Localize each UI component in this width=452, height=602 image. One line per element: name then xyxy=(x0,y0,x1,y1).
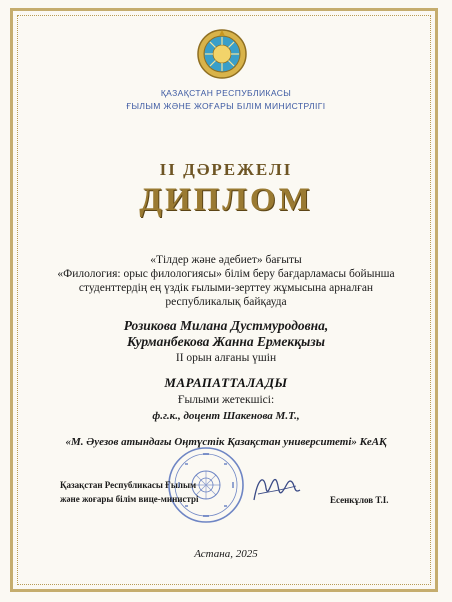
body-line-3: студенттердің ең үздік ғылыми-зерттеу жұмысына арналған xyxy=(78,282,374,294)
signatory-title-line-2: және жоғары білім вице-министрі xyxy=(60,494,199,504)
body-line-2: «Филология: орыс филологиясы» білім беру бағдарламасы бойынша xyxy=(57,268,395,280)
degree-label: II ДӘРЕЖЕЛІ xyxy=(159,160,293,179)
award-text: МАРАПАТТАЛАДЫ xyxy=(164,375,288,390)
diploma-title: ДИПЛОМ xyxy=(139,182,313,218)
place-text: II орын алғаны үшін xyxy=(175,352,277,364)
body-line-4: республикалық байқауда xyxy=(165,296,287,308)
ministry-line-1: ҚАЗАҚСТАН РЕСПУБЛИКАСЫ xyxy=(160,88,292,98)
university-name: «М. Әуезов атындағы Оңтүстік Қазақстан университеті» КеАҚ xyxy=(65,436,387,448)
signatory-title-line-1: Қазақстан Республикасы Ғылым xyxy=(60,480,197,490)
supervisor-name: ф.г.к., доцент Шакенова М.Т., xyxy=(152,410,300,422)
signatory-name: Есенкұлов Т.І. xyxy=(330,495,389,505)
supervisor-label: Ғылыми жетекшісі: xyxy=(177,394,275,406)
recipient-line-1: Розикова Милана Дустмуродовна, xyxy=(123,318,329,333)
recipient-line-2: Курманбекова Жанна Ермекқызы xyxy=(126,334,326,349)
signature-icon xyxy=(248,470,304,506)
body-line-1: «Тілдер және әдебиет» бағыты xyxy=(150,254,302,266)
city-year: Астана, 2025 xyxy=(194,548,258,560)
ministry-line-2: ҒЫЛЫМ ЖӘНЕ ЖОҒАРЫ БІЛІМ МИНИСТРЛІГІ xyxy=(126,101,326,111)
kazakhstan-emblem-icon xyxy=(196,28,248,80)
